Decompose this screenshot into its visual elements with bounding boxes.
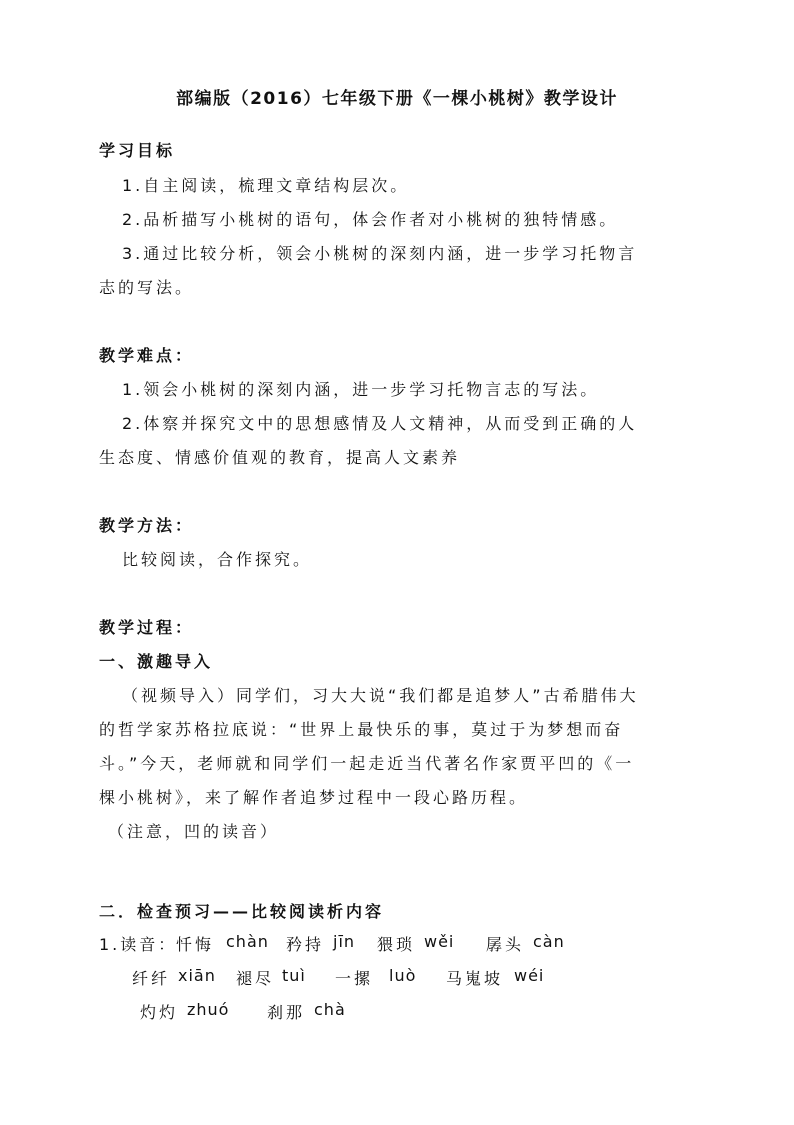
part1-paragraph-line: （视频导入）同学们，习大大说“我们都是追梦人”古希腊伟大	[122, 686, 639, 705]
pronunciation-word: 刹那	[267, 1003, 306, 1022]
pronunciation-word: 孱头	[486, 935, 525, 954]
goal-item: 3.通过比较分析，领会小桃树的深刻内涵，进一步学习托物言	[122, 244, 638, 263]
pronunciation-pinyin: luò	[389, 966, 417, 985]
part1-paragraph-line: 的哲学家苏格拉底说：“世界上最快乐的事，莫过于为梦想而奋	[99, 720, 624, 739]
goal-item: 1.自主阅读，梳理文章结构层次。	[122, 176, 410, 195]
pronunciation-label: 1.读音：	[99, 935, 178, 954]
pronunciation-pinyin: zhuó	[187, 1000, 230, 1019]
methods-heading: 教学方法：	[99, 516, 195, 535]
part1-paragraph-line: 斗。”今天，老师就和同学们一起走近当代著名作家贾平凹的《一	[99, 754, 635, 773]
pronunciation-word: 马嵬坡	[446, 969, 504, 988]
pronunciation-word: 灼灼	[140, 1003, 179, 1022]
pronunciation-word: 褪尽	[236, 969, 275, 988]
pronunciation-word: 一摞	[335, 969, 374, 988]
methods-text: 比较阅读，合作探究。	[122, 550, 313, 569]
process-heading: 教学过程：	[99, 618, 195, 637]
pronunciation-pinyin: wéi	[514, 966, 545, 985]
part2-heading: 二．检查预习——比较阅读析内容	[99, 902, 385, 921]
goal-item-continued: 志的写法。	[99, 278, 195, 297]
part1-paragraph-line: 棵小桃树》，来了解作者追梦过程中一段心路历程。	[99, 788, 529, 807]
goals-heading: 学习目标	[99, 141, 176, 160]
pronunciation-word: 忏悔	[176, 935, 215, 954]
part1-heading: 一、激趣导入	[99, 652, 214, 671]
pronunciation-pinyin: chà	[314, 1000, 346, 1019]
pronunciation-word: 纤纤	[132, 969, 171, 988]
pronunciation-pinyin: wěi	[424, 932, 455, 951]
pronunciation-pinyin: chàn	[226, 932, 269, 951]
difficulty-item: 1.领会小桃树的深刻内涵，进一步学习托物言志的写法。	[122, 380, 600, 399]
document-title: 部编版（2016）七年级下册《一棵小桃树》教学设计	[176, 89, 618, 109]
part1-note: （注意，凹的读音）	[108, 822, 280, 841]
pronunciation-word: 猥琐	[377, 935, 416, 954]
difficulty-item: 2.体察并探究文中的思想感情及人文精神，从而受到正确的人	[122, 414, 638, 433]
difficulty-item-continued: 生态度、情感价值观的教育，提高人文素养	[99, 448, 461, 467]
pronunciation-pinyin: xiān	[178, 966, 216, 985]
goal-item: 2.品析描写小桃树的语句，体会作者对小桃树的独特情感。	[122, 210, 619, 229]
pronunciation-word: 矜持	[286, 935, 325, 954]
pronunciation-pinyin: càn	[533, 932, 565, 951]
difficulties-heading: 教学难点：	[99, 346, 195, 365]
pronunciation-pinyin: tuì	[282, 966, 306, 985]
pronunciation-pinyin: jīn	[333, 932, 356, 951]
